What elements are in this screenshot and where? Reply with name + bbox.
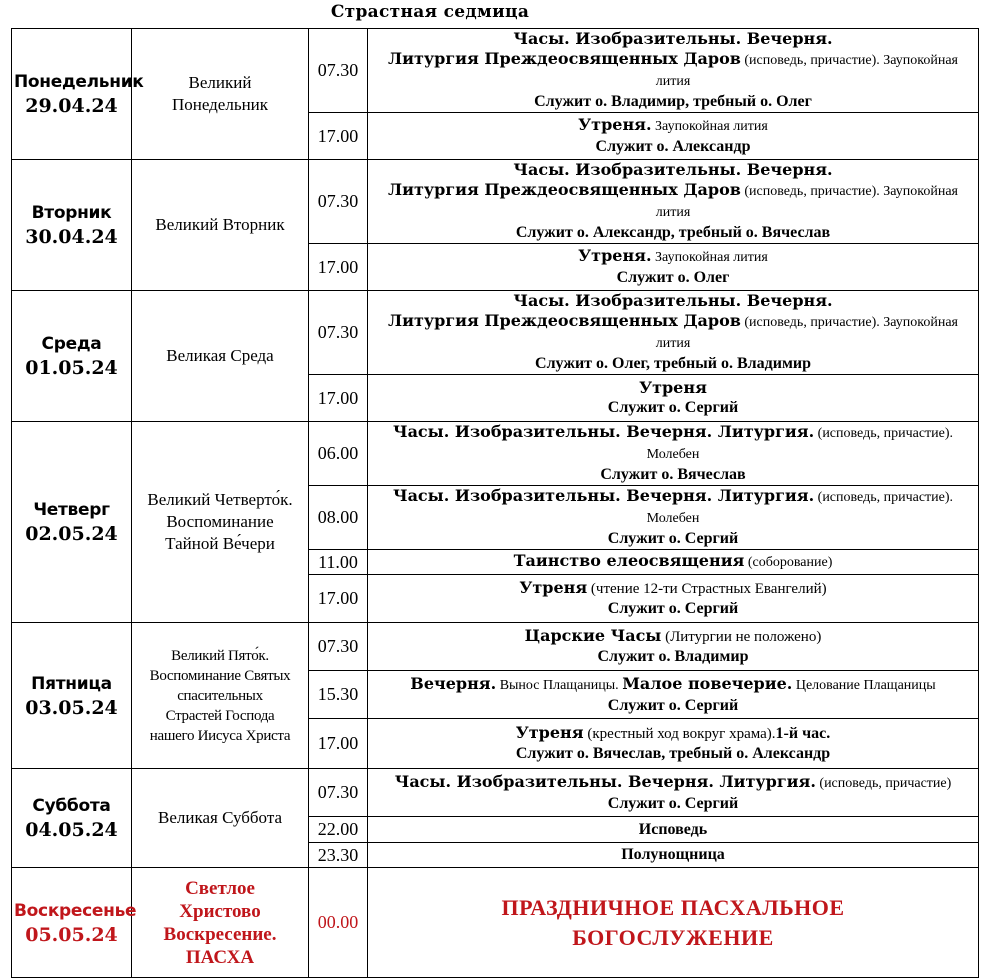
feast-line: Великая Суббота	[157, 808, 283, 827]
day-date: 01.05.24	[25, 357, 118, 379]
service-title: Таинство елеосвящения	[513, 551, 745, 570]
service-cell	[368, 160, 979, 244]
service-time: 08.00	[309, 486, 368, 550]
service-cell	[368, 843, 979, 868]
service-cell	[368, 671, 979, 719]
service-title: Часы. Изобразительны. Вечерня. Литургия.	[392, 486, 815, 505]
feast-line: Христово	[179, 900, 261, 922]
feast-line: Воспоминание	[166, 512, 274, 531]
day-name: Четверг	[33, 500, 110, 520]
table-row	[12, 29, 979, 113]
day-cell	[12, 29, 144, 160]
service-time: 00.00	[309, 868, 368, 978]
service-cell	[368, 113, 979, 160]
day-name: Пятница	[31, 673, 112, 694]
day-cell	[12, 422, 132, 623]
service-cell	[368, 868, 979, 978]
feast-cell	[132, 623, 309, 769]
service-note: (исповедь, причастие). Молебен	[646, 490, 954, 526]
service-cell	[368, 769, 979, 817]
service-clergy: Служит о. Александр, требный о. Вячеслав	[515, 224, 831, 241]
service-title: Часы. Изобразительны. Вечерня.	[513, 29, 833, 48]
table-row	[12, 422, 979, 486]
service-title: Вечерня.	[410, 673, 497, 693]
day-cell	[12, 291, 132, 422]
day-date: 05.05.24	[25, 923, 118, 946]
service-time: 17.00	[309, 113, 368, 160]
service-time: 07.30	[309, 291, 368, 375]
feast-line: Воскресение.	[163, 923, 277, 945]
service-clergy: Служит о. Сергий	[607, 600, 739, 617]
day-cell	[12, 769, 132, 868]
service-title: Литургия Преждеосвященных Даров	[388, 49, 741, 68]
service-title: Исповедь	[638, 820, 708, 838]
day-name: Среда	[41, 334, 102, 354]
service-clergy: Служит о. Вячеслав	[600, 466, 746, 483]
service-time: 07.30	[309, 29, 368, 113]
service-clergy: Служит о. Владимир, требный о. Олег	[534, 93, 812, 110]
table-row	[12, 291, 979, 375]
service-note: Заупокойная лития	[651, 119, 768, 134]
service-time: 17.00	[309, 375, 368, 422]
feast-cell	[132, 422, 309, 623]
service-note: (исповедь, причастие). Молебен	[646, 426, 954, 462]
feast-line: ПАСХА	[185, 946, 255, 968]
service-clergy: Служит о. Вячеслав, требный о. Александр	[515, 745, 831, 762]
service-note: 1-й час.	[775, 725, 831, 742]
service-title: Часы. Изобразительны. Вечерня. Литургия.	[394, 771, 816, 791]
day-name: Воскресенье	[14, 900, 137, 921]
service-title: Утреня.	[578, 246, 652, 265]
feast-line: Великая Среда	[166, 346, 274, 365]
service-time: 07.30	[309, 769, 368, 817]
feast-line: Великий Пято́к.	[171, 647, 269, 664]
service-time: 17.00	[309, 719, 368, 769]
service-cell	[368, 422, 979, 486]
service-cell	[368, 486, 979, 550]
feast-line: Понедельник	[171, 95, 269, 114]
service-note: (крестный ход вокруг храма).	[583, 726, 776, 742]
service-title: Утреня	[519, 578, 588, 597]
feast-line: Тайной Ве́чери	[165, 534, 275, 553]
service-cell	[368, 291, 979, 375]
table-row	[12, 868, 979, 978]
service-cell	[368, 29, 979, 113]
service-title: Царские Часы	[524, 626, 662, 645]
service-clergy: Служит о. Владимир	[597, 648, 749, 665]
day-date: 04.05.24	[25, 819, 118, 841]
service-clergy: Служит о. Олег, требный о. Владимир	[535, 355, 811, 372]
feast-cell	[132, 29, 309, 160]
day-cell	[12, 160, 132, 291]
day-name: Понедельник	[14, 72, 144, 92]
service-clergy: Служит о. Сергий	[607, 530, 739, 547]
table-row	[12, 160, 979, 244]
day-date: 02.05.24	[25, 523, 118, 545]
service-time: 11.00	[309, 550, 368, 575]
feast-line: Великий Четверто́к.	[147, 490, 293, 509]
feast-line: спасительных	[177, 687, 263, 704]
service-clergy: Служит о. Александр	[595, 138, 751, 155]
service-title: Часы. Изобразительны. Вечерня.	[513, 160, 833, 179]
schedule-table	[11, 28, 979, 978]
day-cell	[12, 868, 137, 978]
service-cell	[368, 375, 979, 422]
service-note: (исповедь, причастие). Заупокойная лития	[655, 184, 958, 220]
service-cell	[368, 550, 979, 575]
service-cell	[368, 719, 979, 769]
table-row	[12, 769, 979, 817]
service-note: Целование Плащаницы	[792, 677, 936, 693]
page-title: Страстная седмица	[330, 2, 530, 22]
service-title: Утреня.	[578, 115, 652, 134]
service-title: Литургия Преждеосвященных Даров	[388, 311, 741, 330]
service-clergy: Служит о. Сергий	[607, 794, 739, 812]
feast-line: Великий Вторник	[155, 215, 285, 234]
day-name: Суббота	[32, 796, 111, 816]
feast-cell	[132, 769, 309, 868]
service-title: Литургия Преждеосвященных Даров	[388, 180, 741, 199]
feast-line: нашего Иисуса Христа	[149, 727, 291, 744]
feast-line: Страстей Господа	[165, 707, 275, 724]
service-cell	[368, 817, 979, 843]
service-time: 15.30	[309, 671, 368, 719]
feast-cell	[132, 291, 309, 422]
feast-cell	[132, 868, 309, 978]
service-note: (исповедь, причастие). Заупокойная лития	[655, 315, 958, 351]
day-date: 03.05.24	[25, 696, 118, 719]
service-note: (соборование)	[744, 555, 833, 570]
feast-line: Светлое	[185, 877, 255, 899]
day-cell	[12, 623, 132, 769]
service-title: Полунощница	[621, 846, 725, 863]
service-note: (Литургии не положено)	[661, 629, 822, 645]
service-clergy: Служит о. Сергий	[607, 399, 739, 416]
easter-service-title: ПРАЗДНИЧНОЕ ПАСХАЛЬНОЕ	[501, 894, 845, 920]
service-title: Часы. Изобразительны. Вечерня.	[513, 291, 833, 310]
service-time: 17.00	[309, 575, 368, 623]
service-clergy: Служит о. Олег	[616, 269, 730, 286]
feast-line: Воспоминание Святых	[149, 667, 291, 684]
service-time: 07.30	[309, 623, 368, 671]
service-time: 23.30	[309, 843, 368, 868]
service-time: 17.00	[309, 244, 368, 291]
service-note: (исповедь, причастие). Заупокойная лития	[655, 53, 958, 89]
day-date: 30.04.24	[25, 226, 118, 248]
day-date: 29.04.24	[25, 95, 118, 117]
service-note: (чтение 12-ти Страстных Евангелий)	[587, 581, 827, 597]
service-title: Утреня	[639, 378, 707, 397]
day-name: Вторник	[31, 203, 112, 223]
service-title: Утреня	[515, 723, 584, 742]
service-cell	[368, 623, 979, 671]
easter-service-title: БОГОСЛУЖЕНИЕ	[572, 924, 774, 950]
service-cell	[368, 575, 979, 623]
service-cell	[368, 244, 979, 291]
service-note: (исповедь, причастие)	[815, 775, 952, 791]
feast-line: Великий	[188, 73, 252, 92]
service-note: Вынос Плащаницы.	[496, 677, 623, 693]
service-time: 07.30	[309, 160, 368, 244]
service-time: 06.00	[309, 422, 368, 486]
feast-cell	[132, 160, 309, 291]
service-clergy: Служит о. Сергий	[607, 696, 739, 714]
service-note: Заупокойная лития	[651, 250, 768, 265]
service-title: Малое повечерие.	[622, 673, 793, 693]
service-title: Часы. Изобразительны. Вечерня. Литургия.	[392, 422, 815, 441]
service-time: 22.00	[309, 817, 368, 843]
table-row	[12, 623, 979, 671]
